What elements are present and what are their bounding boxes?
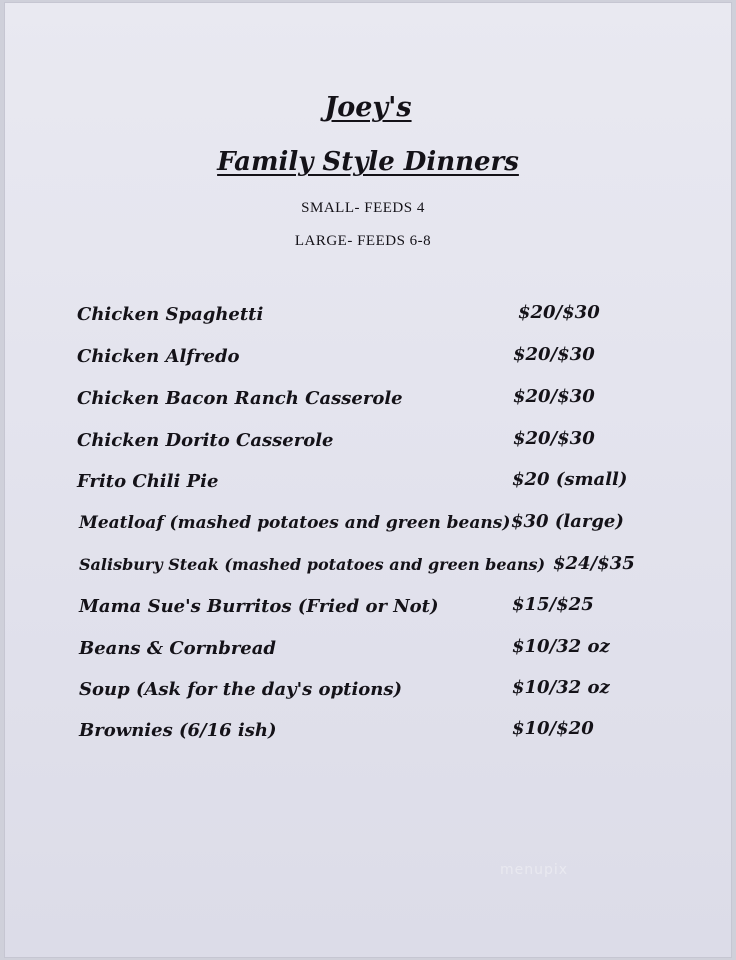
- menu-item-name: Beans & Cornbread: [79, 638, 277, 659]
- menu-item-name: Salisbury Steak (mashed potatoes and green beans): [79, 555, 546, 574]
- menu-item-price: $10/32 oz: [512, 677, 610, 698]
- menu-item-price: $20/$30: [513, 386, 595, 407]
- menu-subtitle: Family Style Dinners: [217, 147, 519, 177]
- menu-item-name: Chicken Spaghetti: [77, 304, 264, 325]
- menu-item-name: Chicken Dorito Casserole: [77, 430, 334, 451]
- menu-item-price: $20/$30: [513, 428, 595, 449]
- menu-item-price: $10/$20: [512, 718, 594, 739]
- menu-item-name: Brownies (6/16 ish): [79, 720, 277, 741]
- size-large-note: LARGE- FEEDS 6-8: [294, 233, 432, 249]
- menu-item-name: Chicken Bacon Ranch Casserole: [77, 388, 403, 409]
- menu-item-name: Meatloaf (mashed potatoes and green beans): [79, 513, 511, 533]
- menu-item-name: Frito Chili Pie: [77, 471, 219, 492]
- size-small-note: SMALL- FEEDS 4: [301, 200, 425, 216]
- watermark-logo: menupix: [500, 862, 569, 878]
- menu-item-name: Mama Sue's Burritos (Fried or Not): [79, 596, 439, 617]
- menu-title: Joey's: [324, 92, 412, 123]
- menu-item-price: $20 (small): [512, 469, 628, 490]
- menu-item-name: Chicken Alfredo: [77, 346, 240, 367]
- menu-item-price: $30 (large): [511, 511, 624, 532]
- menu-item-name: Soup (Ask for the day's options): [79, 679, 403, 700]
- menu-item-price: $15/$25: [512, 594, 594, 615]
- menu-item-price: $20/$30: [513, 344, 595, 365]
- menu-item-price: $10/32 oz: [512, 636, 610, 657]
- menu-item-price: $24/$35: [553, 553, 635, 574]
- menu-item-price: $20/$30: [518, 302, 600, 323]
